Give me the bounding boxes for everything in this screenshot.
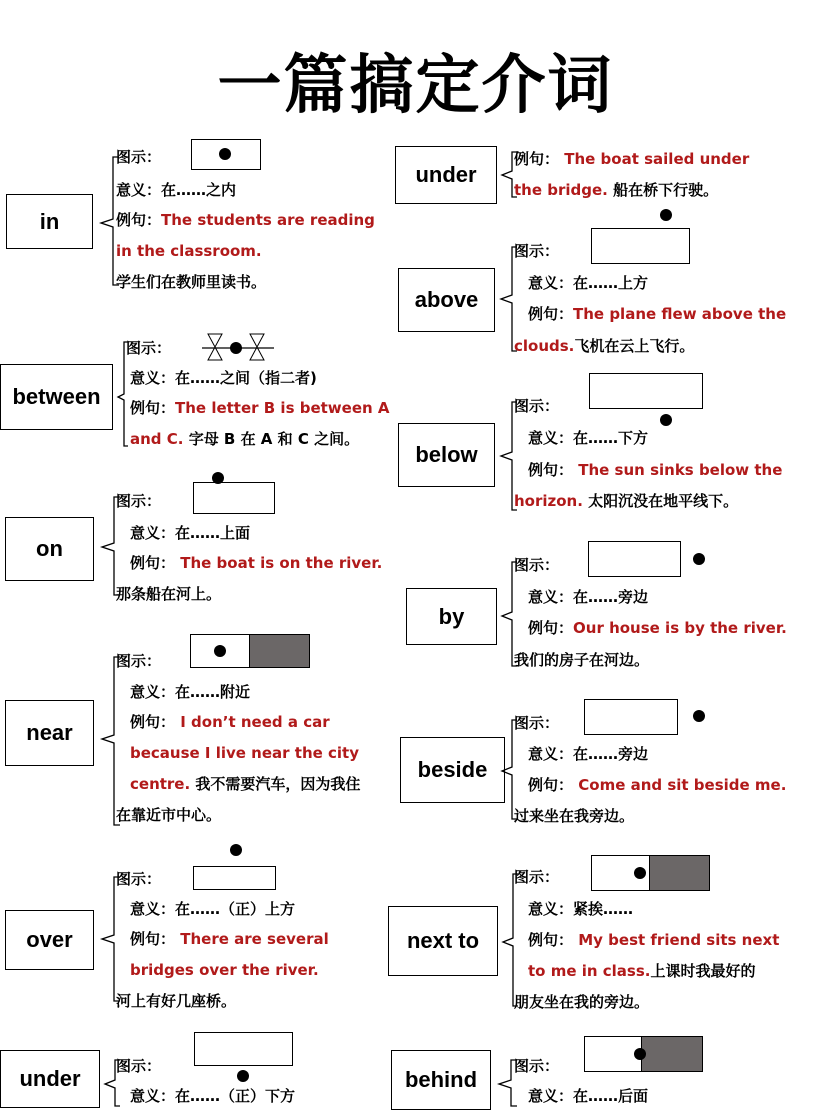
- below-meaning: 意义：在……下方: [528, 429, 649, 447]
- on-diagram-label: 图示：: [116, 492, 162, 510]
- below-example: 例句： The sun sinks below the: [528, 461, 783, 479]
- between-example-line2: and C. 字母 B 在 A 和 C 之间。: [130, 430, 360, 448]
- by-example: 例句：Our house is by the river.: [528, 619, 787, 637]
- between-meaning: 意义：在……之间（指二者): [130, 369, 317, 387]
- by-example-zh: 我们的房子在河边。: [514, 651, 650, 669]
- beside-example: 例句： Come and sit beside me.: [528, 776, 787, 794]
- word-under-left: under: [0, 1050, 100, 1108]
- in-meaning: 意义：在……之内: [116, 181, 237, 199]
- in-diagram-label: 图示：: [116, 148, 162, 166]
- under-left-diagram-label: 图示：: [116, 1057, 162, 1075]
- above-meaning: 意义：在……上方: [528, 274, 649, 292]
- brace-over: [94, 875, 124, 1005]
- above-diagram-label: 图示：: [514, 242, 560, 260]
- word-behind: behind: [391, 1050, 491, 1110]
- behind-meaning: 意义：在……后面: [528, 1087, 649, 1105]
- word-on: on: [5, 517, 94, 581]
- between-diagram-label: 图示：: [126, 339, 172, 357]
- next-to-example-zh2: 朋友坐在我的旁边。: [514, 993, 650, 1011]
- near-example-line3: centre. 我不需要汽车，因为我住: [130, 775, 361, 793]
- word-beside: beside: [400, 737, 505, 803]
- under-left-meaning: 意义：在……（正）下方: [130, 1087, 296, 1105]
- above-example: 例句：The plane flew above the: [528, 305, 787, 323]
- under-right-example-line2: the bridge. 船在桥下行驶。: [514, 181, 719, 199]
- word-below: below: [398, 423, 495, 487]
- brace-near: [94, 655, 124, 830]
- beside-example-zh: 过来坐在我旁边。: [514, 807, 635, 825]
- word-under-right: under: [395, 146, 497, 204]
- by-diagram-label: 图示：: [514, 556, 560, 574]
- beside-diagram-label: 图示：: [514, 714, 560, 732]
- near-meaning: 意义：在……附近: [130, 683, 251, 701]
- word-by: by: [406, 588, 497, 645]
- between-example: 例句：The letter B is between A: [130, 399, 390, 417]
- page-title: 一篇搞定介词: [217, 49, 614, 123]
- next-to-example: 例句： My best friend sits next: [528, 931, 780, 949]
- word-next-to: next to: [388, 906, 498, 976]
- over-example: 例句： There are several: [130, 930, 329, 948]
- on-example-zh: 那条船在河上。: [116, 585, 222, 603]
- next-to-meaning: 意义：紧挨……: [528, 900, 634, 918]
- near-example-zh2: 在靠近市中心。: [116, 806, 222, 824]
- near-diagram-label: 图示：: [116, 652, 162, 670]
- brace-next-to: [498, 872, 522, 1010]
- over-diagram-label: 图示：: [116, 870, 162, 888]
- in-example: 例句：The students are reading: [116, 211, 375, 229]
- below-example-line2: horizon. 太阳沉没在地平线下。: [514, 492, 739, 510]
- word-over: over: [5, 910, 94, 970]
- over-meaning: 意义：在……（正）上方: [130, 900, 296, 918]
- below-diagram-label: 图示：: [514, 397, 560, 415]
- above-example-line2: clouds.飞机在云上飞行。: [514, 337, 695, 355]
- word-in: in: [6, 194, 93, 249]
- beside-meaning: 意义：在……旁边: [528, 745, 649, 763]
- word-between: between: [0, 364, 113, 430]
- next-to-diagram-label: 图示：: [514, 868, 560, 886]
- between-diagram: [200, 331, 280, 361]
- word-above: above: [398, 268, 495, 332]
- by-meaning: 意义：在……旁边: [528, 588, 649, 606]
- over-example-zh: 河上有好几座桥。: [116, 992, 237, 1010]
- in-example-zh: 学生们在教师里读书。: [116, 273, 267, 291]
- near-example: 例句： I don’t need a car: [130, 713, 330, 731]
- over-example-line2: bridges over the river.: [130, 961, 319, 979]
- word-near: near: [5, 700, 94, 766]
- on-example: 例句： The boat is on the river.: [130, 554, 383, 572]
- on-meaning: 意义：在……上面: [130, 524, 251, 542]
- under-right-example: 例句： The boat sailed under: [514, 150, 750, 168]
- near-example-line2: because I live near the city: [130, 744, 360, 762]
- next-to-example-line2: to me in class.上课时我最好的: [528, 962, 756, 980]
- behind-diagram-label: 图示：: [514, 1057, 560, 1075]
- in-example-line2: in the classroom.: [116, 242, 262, 260]
